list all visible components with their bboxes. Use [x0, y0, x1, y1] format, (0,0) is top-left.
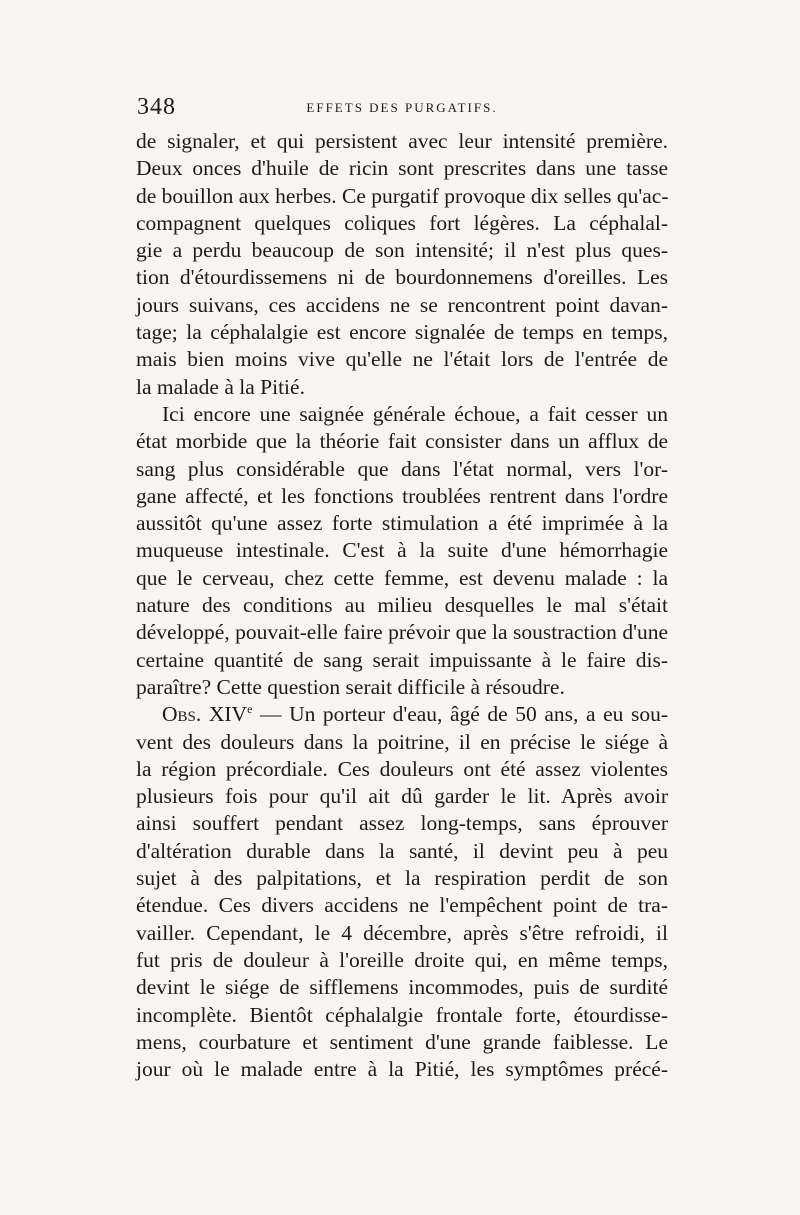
text-line: développé, pouvait-elle faire prévoir que la soustraction d'une: [136, 620, 668, 645]
text-line: d'altération durable dans la santé, il devint peu à peu: [136, 838, 668, 863]
text-line: de signaler, et qui persistent avec leur intensité première.: [136, 129, 668, 153]
running-title: EFFETS DES PURGATIFS.: [306, 100, 498, 115]
text-line: compagnent quelques coliques fort légères. La céphalal-: [136, 210, 668, 235]
text-line: sujet à des palpitations, et la respiration perdit de son: [136, 866, 668, 891]
text-line: gie a perdu beaucoup de son intensité; il n'est plus ques-: [136, 238, 668, 263]
text-line: vent des douleurs dans la poitrine, il en précise le siége à: [136, 729, 668, 754]
text-line: fut pris de douleur à l'oreille droite qui, en même temps,: [136, 947, 668, 972]
text-line: tage; la céphalalgie est encore signalée de temps en temps,: [136, 320, 668, 345]
observation-text: — Un porteur d'eau, âgé de 50 ans, a eu sou-: [259, 702, 669, 727]
text-line: paraître? Cette question serait difficile à résoudre.: [136, 674, 565, 699]
text-line: la malade à la Pitié.: [136, 374, 305, 399]
text-line: nature des conditions au milieu desquelles le mal s'était: [136, 593, 668, 618]
body-text: [136, 128, 668, 1083]
text-line: muqueuse intestinale. C'est à la suite d'une hémorrhagie: [136, 538, 668, 563]
text-line: sang plus considérable que dans l'état normal, vers l'or-: [136, 456, 668, 481]
text-line: Ici encore une saignée générale échoue, a fait cesser un: [162, 401, 668, 426]
observation-label: Obs.: [162, 702, 202, 727]
text-line: jour où le malade entre à la Pitié, les symptômes précé-: [136, 1057, 668, 1082]
text-line: étendue. Ces divers accidens ne l'empêchent point de tra-: [136, 893, 668, 918]
text-line: mais bien moins vive qu'elle ne l'était lors de l'entrée de: [136, 347, 668, 372]
text-line: tion d'étourdissemens ni de bourdonnemens d'oreilles. Les: [136, 265, 668, 290]
text-line: mens, courbature et sentiment d'une grande faiblesse. Le: [136, 1029, 668, 1054]
text-line: devint le siége de sifflemens incommodes, puis de surdité: [136, 975, 668, 1000]
text-line: plusieurs fois pour qu'il ait dû garder le lit. Après avoir: [136, 784, 668, 809]
observation-heading-line: [136, 701, 668, 728]
observation-number: XIV: [208, 702, 248, 727]
text-line: aussitôt qu'une assez forte stimulation a été imprimée à la: [136, 511, 668, 536]
text-line: état morbide que la théorie fait consister dans un afflux de: [136, 429, 668, 454]
text-line: Deux onces d'huile de ricin sont prescrites dans une tasse: [136, 156, 668, 181]
text-line: gane affecté, et les fonctions troublées rentrent dans l'ordre: [136, 483, 668, 508]
text-line: jours suivans, ces accidens ne se rencontrent point davan-: [136, 292, 668, 317]
page-header: [137, 94, 667, 124]
text-line: vailler. Cependant, le 4 décembre, après s'être refroidi, il: [136, 920, 668, 945]
text-line: que le cerveau, chez cette femme, est devenu malade : la: [136, 565, 668, 590]
text-line: ainsi souffert pendant assez long-temps, sans éprouver: [136, 811, 668, 836]
page-number: 348: [137, 94, 176, 120]
text-line: la région précordiale. Ces douleurs ont été assez violentes: [136, 756, 668, 781]
observation-superscript: e: [247, 702, 253, 717]
text-line: incomplète. Bientôt céphalalgie frontale forte, étourdisse-: [136, 1002, 668, 1027]
text-line: certaine quantité de sang serait impuissante à le faire dis-: [136, 647, 668, 672]
text-line: de bouillon aux herbes. Ce purgatif provoque dix selles qu'ac-: [136, 183, 669, 208]
